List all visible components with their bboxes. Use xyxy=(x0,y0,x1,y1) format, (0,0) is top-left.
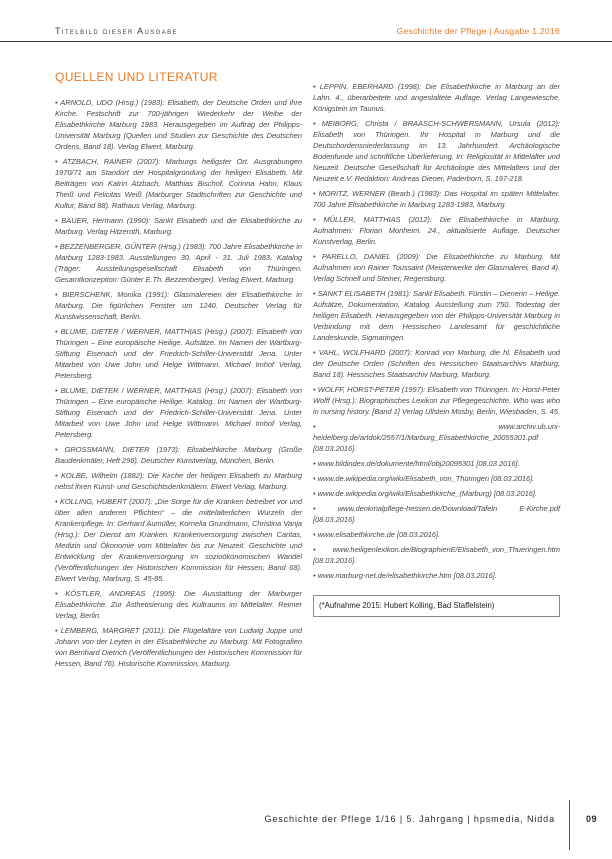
bibliography-entry: • www.denkmalpflege-hessen.de/Download/Tafeln E-Kirche.pdf [08.03.2016]. xyxy=(313,503,560,525)
bibliography-entry: • ATZBACH, RAINER (2007): Marburgs heiligster Ort. Ausgrabungen 1970/71 am Standort der Hospitalgründung der heiligen Elisabeth. Mit Beiträgen von Katrin Atzbach, Matthias Bischof, Corinna Hahn, Klaus Theiß und Felicitas Weiß (Marburger Stadtschriften zur Geschichte und Kultur, Band 88). Rathaus Verlag, Marburg. xyxy=(55,156,302,211)
bibliography-entry: • PARELLO, DANIEL (2009): Die Elisabethkirche zu Marburg. Mit Aufnahmen von Rainer Toussaint (Meisterwerke der Glasmalerei, Band 4). Verlag Schnell und Steiner, Regensburg. xyxy=(313,251,560,284)
bibliography-entry: • www.marburg-net.de/elisabethkirche.htm [08.03.2016]. xyxy=(313,570,560,581)
bibliography-entry: • LEMBERG, MARGRET (2011): Die Flügelaltäre von Ludwig Juppe und Johann von der Leyten in der Elisabethkirche zu Marburg. Mit Fotografien von Bernhard Dietrich (Veröffentlichungen der Historischen Kommission für Hessen, Band 76). Historische Kommission, Marburg. xyxy=(55,625,302,669)
section-title: QUELLEN UND LITERATUR xyxy=(55,70,218,84)
bibliography-entry: • www.bildindex.de/dokumente/html/obj20095301 [08.03.2016]. xyxy=(313,458,560,469)
bibliography-entry: • KOLBE, Wilhelm (1882): Die Kirche der heiligen Elisabeth zu Marburg nebst ihren Kunst- und Geschichtsdenkmälern. Elwert Verlag, Marburg. xyxy=(55,470,302,492)
bibliography-entry: • SANKT ELISABETH (1981): Sankt Elisabeth. Fürstin – Dienerin – Heilige. Aufsätze, Dokumentation, Katalog. Ausstellung zum 750. Todestag der heiligen Elisabeth. Herausgegeben von der Philipps-Universität Marburg in Verbindung mit dem Hessischen Landesamt für geschichtliche Landeskunde, Sigmaringen. xyxy=(313,288,560,343)
bibliography-entry: • BEZZENBERGER, GÜNTER (Hrsg.) (1983): 700 Jahre Elisabethkirche in Marburg 1283-1983. Ausstellungen 30. April - 31. Juli 1983. Katalog (Träger: Ausstellungsgesellschaft Elisabeth von Thüringen. Gesamtkonzeption: Günter E.Th. Bezzenberger). Verlag Elwert, Marburg. xyxy=(55,241,302,285)
page-header xyxy=(55,26,560,36)
bibliography-entry: • MÜLLER, MATTHIAS (2012): Die Elisabethkirche in Marburg. Aufnahmen: Florian Monheim. 24., aktualisierte Auflage. Deutscher Kunstverlag, Berlin. xyxy=(313,214,560,247)
bibliography-column-left xyxy=(55,68,302,673)
bibliography-list-left xyxy=(55,97,302,669)
bibliography-entry: • MEIBORG, Christa / BRAASCH-SCHWERSMANN, Ursula (2012): Elisabeth von Thüringen. Ihr Hospital in Marburg und die Deutschordensniederlassung im 13. Jahrhundert. Archäologische Bodenfunde und schriftliche Überlieferung. In: Religiosität in Mittelalter und Neuzeit. Deutsche Gesellschaft für Archäologie des Mittelalters und der Neuzeit e.V. Redaktion: Andreas Diener, Paderborn, S. 197-218. xyxy=(313,118,560,184)
footer-imprint-label: Geschichte der Pflege 1/16 | 5. Jahrgang | hpsmedia, Nidda xyxy=(264,814,555,824)
bibliography-column-right xyxy=(313,68,560,673)
photo-credit-note: (*Aufnahme 2015: Hubert Kolling, Bad Staffelstein) xyxy=(313,595,560,617)
bibliography-entry: • GROSSMANN, DIETER (1973): Elisabethkirche Marburg (Große Baudenkmäler, Heft 296). Deutscher Kunstverlag, München, Berlin. xyxy=(55,444,302,466)
bibliography-entry: • MORITZ, WERNER (Bearb.) (1983): Das Hospital im späten Mittelalter. 700 Jahre Elisabethkirche in Marburg 1283-1983, Marburg. xyxy=(313,188,560,210)
bibliography-content xyxy=(55,68,560,673)
header-journal-issue-label: Geschichte der Pflege | Ausgabe 1.2016 xyxy=(396,26,560,36)
page-footer xyxy=(0,800,597,859)
bibliography-entry: • KOLLING, HUBERT (2007): „Die Sorge für die Kranken betreibet vor und über allen anderen Pflichten“ – die mittelalterlichen Wurzeln der Krankenpflege. In: Gerhard Aumüller, Kornelia Grundmann, Christina Vanja (Hrsg.): Der Dienst am Kranken. Krankenversorgung zwischen Caritas, Medizin und Ökonomie vom Mittelalter bis zur Neuzeit. Geschichte und Entwicklung der Krankenversorgung im sozioökonomischen Wandel (Veröffentlichungen der Historischen Kommission für Hessen, Band 68). Elwert Verlag, Marburg, S. 45-85. xyxy=(55,496,302,584)
bibliography-entry: • BLUME, DIETER / WERNER, MATTHIAS (Hrsg.) (2007): Elisabeth von Thüringen – Eine europäische Heilige. Aufsätze. Im Namen der Wartburg-Stiftung Eisenach und der Friedrich-Schiller-Universität Jena. Unter Mitarbeit von Uwe John und Helge Wittmann. Michael Imhof Verlag, Petersberg. xyxy=(55,326,302,381)
header-left-label: Titelbild dieser Ausgabe xyxy=(55,26,178,36)
bibliography-entry: • BLUME, DIETER / WERNER, MATTHIAS (Hrsg.) (2007): Elisabeth von Thüringen – Eine europäische Heilige. Katalog. Im Namen der Wartburg-Stiftung Eisenach und der Friedrich-Schiller-Universität Jena. Unter Mitarbeit von Uwe John und Helge Wittmann. Michael Imhof Verlag, Petersberg. xyxy=(55,385,302,440)
bibliography-entry: • WOLFF, HORST-PETER (1997): Elisabeth von Thüringen. In: Horst-Peter Wolff (Hrsg.): Biographisches Lexikon zur Pflegegeschichte. Who was who in nursing history. [Band 1] Verlag Ullstein Mosby, Berlin, Wiesbaden, S. 45. xyxy=(313,384,560,417)
bibliography-entry: • www.de.wikipedia.org/wiki/Elisabeth_von_Thüringen [08.03.2016]. xyxy=(313,473,560,484)
bibliography-list-right xyxy=(313,81,560,581)
bibliography-entry: • BIERSCHENK, Monika (1991): Glasmalereien der Elisabethkirche in Marburg. Die figürlichen Fenster um 1240. Deutscher Verlag für Kunstwissenschaft, Berlin. xyxy=(55,289,302,322)
header-divider xyxy=(0,41,612,42)
bibliography-entry: • www.elisabethkirche.de [08.03.2016]. xyxy=(313,529,560,540)
bibliography-entry: • www.archiv.ub.uni-heidelberg.de/artdok/2557/1/Marburg_Elisabethkirche_20055301.pdf [08.03.2016]. xyxy=(313,421,560,454)
bibliography-entry: • KÖSTLER, ANDREAS (1995): Die Ausstattung der Marburger Elisabethkirche. Zur Ästhetisierung des Kultraums im Mittelalter. Reimer Verlag, Berlin. xyxy=(55,588,302,621)
bibliography-entry: • www.de.wikipedia.org/wiki/Elisabethkirche_(Marburg) [08.03.2016]. xyxy=(313,488,560,499)
bibliography-entry: • LEPPIN, EBERHARD (1998): Die Elisabethkirche in Marburg an der Lahn. 4., überarbeitete und angestaltete Auflage. Verlag Langewiesche, Königstein im Taunus. xyxy=(313,81,560,114)
bibliography-entry: • VAHL, WOLFHARD (2007): Konrad von Marburg, die hl. Elisabeth und der Deutsche Orden (Schriften des Hessischen Staatsarchivs Marburg, Band 18). Hessisches Staatsarchiv Marburg, Marburg. xyxy=(313,347,560,380)
bibliography-entry: • ARNOLD, UDO (Hrsg.) (1983): Elisabeth, der Deutsche Orden und ihre Kirche. Festschrift zur 700-jährigen Wiederkehr der Weihe der Elisabethkirche Marburg 1983. Herausgegeben im Auftrag der Philipps-Universität Marburg (Quellen und Studien zur Geschichte des Deutschen Ordens, Band 18). Verlag Elwert, Marburg. xyxy=(55,97,302,152)
page-number: 09 xyxy=(585,814,597,824)
footer-divider xyxy=(569,800,570,850)
bibliography-entry: • BAUER, Hermann (1990): Sankt Elisabeth und die Elisabethkirche zu Marburg. Verlag Hitzeroth, Marburg. xyxy=(55,215,302,237)
bibliography-entry: • www.heiligenlexikon.de/BiographienE/Elisabeth_von_Thueringen.htm [08.03.2016]. xyxy=(313,544,560,566)
